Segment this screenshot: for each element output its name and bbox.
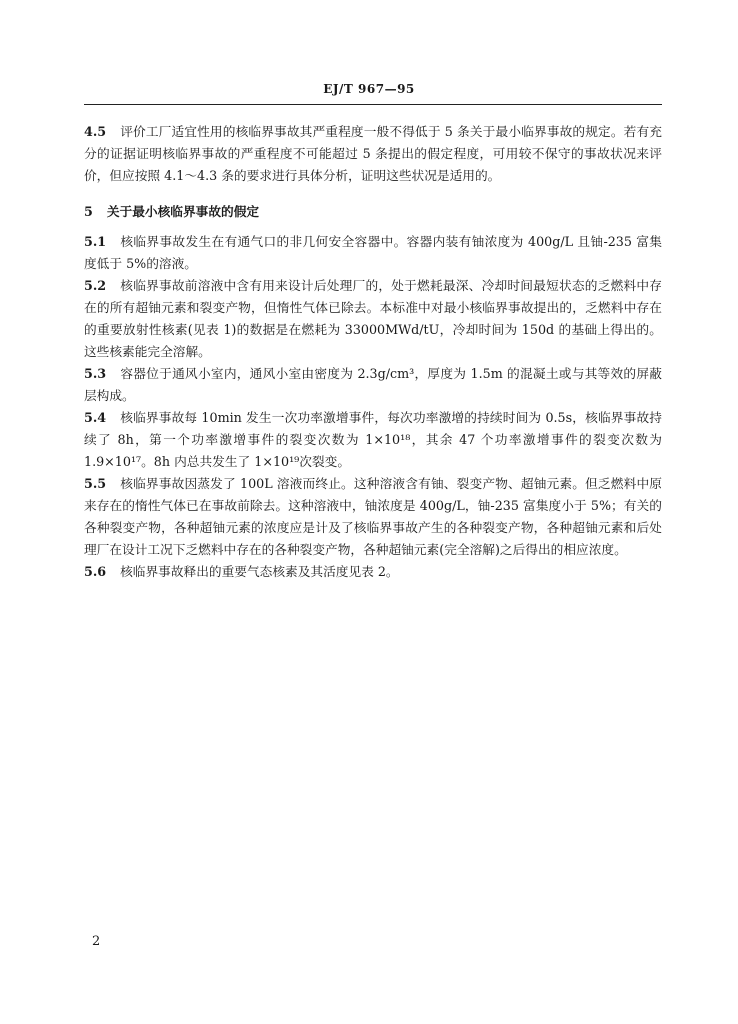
section-title: 关于最小核临界事故的假定 — [106, 204, 260, 219]
clause-5-5 — [84, 473, 662, 561]
clause-5-3 — [84, 363, 662, 407]
clause-number: 5.5 — [84, 476, 107, 491]
standard-code: EJ/T 967—95 — [323, 82, 415, 96]
header-rule — [84, 104, 662, 105]
clause-4-5 — [84, 121, 662, 187]
clause-5-6 — [84, 561, 662, 583]
clause-text: 核临界事故前溶液中含有用来设计后处理厂的，处于燃耗最深、冷却时间最短状态的乏燃料中存在的所有超铀元素和裂变产物，但惰性气体已除去。本标准中对最小核临界事故提出的，乏燃料中存在的重要放射性核素(见表 1)的数据是在燃耗为 33000MWd/tU，冷却时间为 150d 的基础上得出的。这些核素能完全溶解。 — [84, 278, 662, 359]
section-number: 5 — [84, 204, 93, 219]
clause-text: 核临界事故释出的重要气态核素及其活度见表 2。 — [120, 564, 399, 579]
clause-5-4 — [84, 407, 662, 473]
clause-number: 4.5 — [84, 124, 107, 139]
clause-number: 5.1 — [84, 234, 107, 249]
clause-text: 核临界事故每 10min 发生一次功率激增事件，每次功率激增的持续时间为 0.5s，核临界事故持续了 8h，第一个功率激增事件的裂变次数为 1×10¹⁸，其余 47 个功率激增事件的裂变次数为 1.9×10¹⁷。8h 内总共发生了 1×10¹⁹次裂变。 — [84, 410, 662, 469]
clause-number: 5.4 — [84, 410, 107, 425]
clause-text: 容器位于通风小室内，通风小室由密度为 2.3g/cm³，厚度为 1.5m 的混凝土或与其等效的屏蔽层构成。 — [84, 366, 662, 403]
document-body — [84, 121, 662, 583]
clause-5-1 — [84, 231, 662, 275]
page-number: 2 — [92, 934, 101, 949]
clause-number: 5.2 — [84, 278, 107, 293]
page-header — [0, 82, 738, 96]
clause-number: 5.6 — [84, 564, 107, 579]
clause-5-2 — [84, 275, 662, 363]
clause-text: 核临界事故发生在有通气口的非几何安全容器中。容器内装有铀浓度为 400g/L 且铀-235 富集度低于 5%的溶液。 — [84, 234, 662, 271]
section-heading-5 — [84, 201, 662, 223]
clause-number: 5.3 — [84, 366, 107, 381]
clause-text: 核临界事故因蒸发了 100L 溶液而终止。这种溶液含有铀、裂变产物、超铀元素。但乏燃料中原来存在的惰性气体已在事故前除去。这种溶液中，铀浓度是 400g/L，铀-235 富集度小于 5%；有关的各种裂变产物，各种超铀元素的浓度应是计及了核临界事故产生的各种裂变产物，各种超铀元素和后处理厂在设计工况下乏燃料中存在的各种裂变产物，各种超铀元素(完全溶解)之后得出的相应浓度。 — [84, 476, 662, 557]
clause-text: 评价工厂适宜性用的核临界事故其严重程度一般不得低于 5 条关于最小临界事故的规定。若有充分的证据证明核临界事故的严重程度不可能超过 5 条提出的假定程度，可用较不保守的事故状况来评价，但应按照 4.1～4.3 条的要求进行具体分析，证明这些状况是适用的。 — [84, 124, 662, 183]
